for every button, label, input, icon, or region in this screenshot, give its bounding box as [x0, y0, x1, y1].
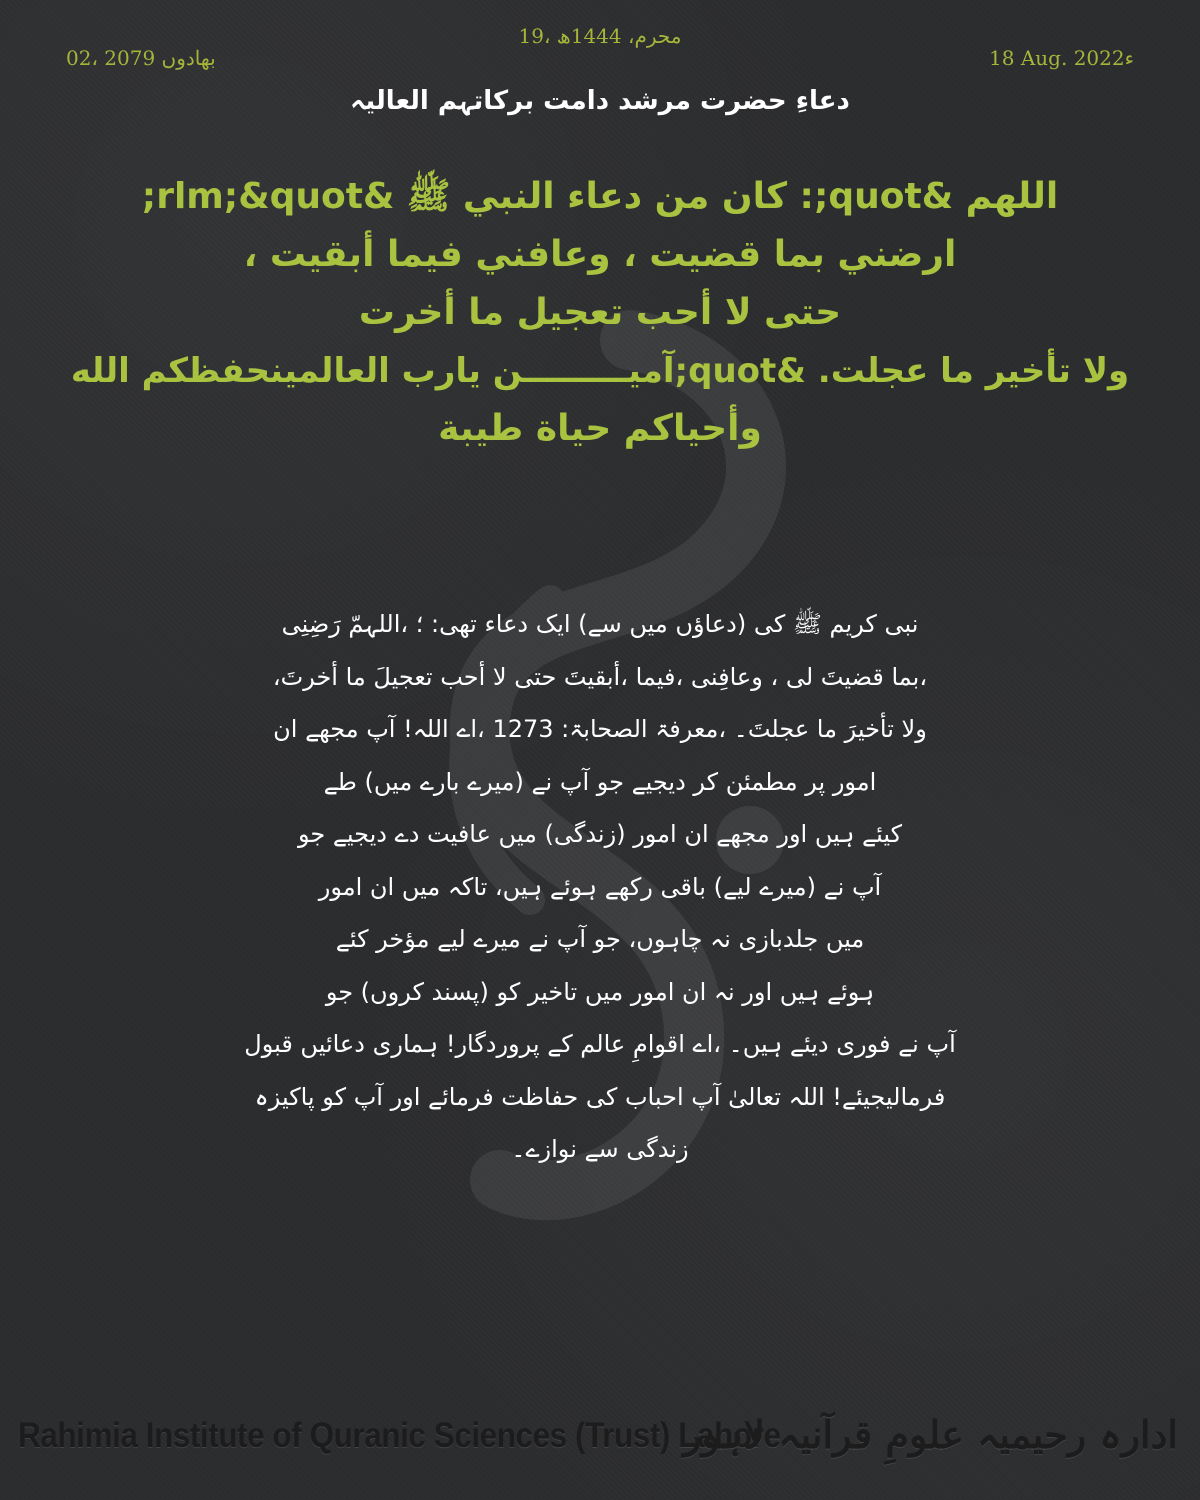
- urdu-line: ولا تأخیرَ ما عجلتَ۔ ،معرفۃ الصحابۃ: 1273 ،اے اللہ! آپ مجھے ان: [273, 715, 927, 743]
- institute-name-english: Rahimia Institute of Quranic Sciences (Trust) Lahore: [18, 1416, 781, 1455]
- urdu-line: امور پر مطمئن کر دیجیے جو آپ نے (میرے بارے میں) طے: [323, 767, 877, 796]
- hijri-date: 19، محرم، 1444ھ: [518, 24, 682, 48]
- urdu-line: میں جلدبازی نہ چاہوں، جو آپ نے میرے لیے مؤخر کئے: [335, 925, 865, 953]
- urdu-line: کیئے ہیں اور مجھے ان امور (زندگی) میں عافیت دے دیجیے جو: [297, 820, 903, 848]
- arabic-dua: [60, 168, 1140, 458]
- arabic-line: ولا تأخير ما عجلت. &quot;آمیـــــــــن یارب العالمینحفظکم الله: [70, 351, 1130, 391]
- subtitle: دعاءِ حضرت مرشد دامت برکاتہم العالیہ: [350, 86, 850, 116]
- arabic-line: وأحیاکم حیاة طیبة: [438, 408, 762, 449]
- urdu-line: ہوئے ہیں اور نہ ان امور میں تاخیر کو (پسند کروں) جو: [325, 977, 875, 1006]
- urdu-line: آپ نے (میرے لیے) باقی رکھے ہوئے ہیں، تاکہ میں ان امور: [318, 872, 882, 901]
- urdu-translation: [110, 598, 1090, 1176]
- bikrami-date: 02، بھادوں 2079: [66, 46, 216, 70]
- urdu-line: زندگی سے نوازے۔: [511, 1135, 689, 1163]
- footer: [0, 1402, 1200, 1482]
- arabic-line: ارضني بما قضيت ، وعافني فيما أبقيت ،: [243, 234, 957, 275]
- urdu-line: فرمالیجیئے! اللہ تعالیٰ آپ احباب کی حفاظت فرمائے اور آپ کو پاکیزہ: [254, 1082, 946, 1111]
- arabic-line: حتى لا أحب تعجيل ما أخرت: [358, 292, 842, 333]
- urdu-line: نبی کریم ﷺ کی (دعاؤں میں سے) ایک دعاء تھی: ؛ ،اللہمّ رَضِنِی: [281, 610, 919, 638]
- arabic-line: اللهم &quot;: كان من دعاء النبي ﷺ &rlm;&quot;: [141, 176, 1059, 217]
- gregorian-date: 18 Aug. 2022ء: [989, 46, 1134, 70]
- urdu-line: ،بما قضیتَ لی ، وعافِنی ،فیما ،أبقیتَ حتی لا أحب تعجیلَ ما أخرتَ،: [272, 662, 928, 691]
- institute-logo-urdu: ادارہ رحیمیہ علومِ قرآنیہ لاہور: [683, 1412, 1178, 1457]
- urdu-line: آپ نے فوری دیئے ہیں۔ ،اے اقوامِ عالم کے پروردگار! ہماری دعائیں قبول: [244, 1030, 956, 1058]
